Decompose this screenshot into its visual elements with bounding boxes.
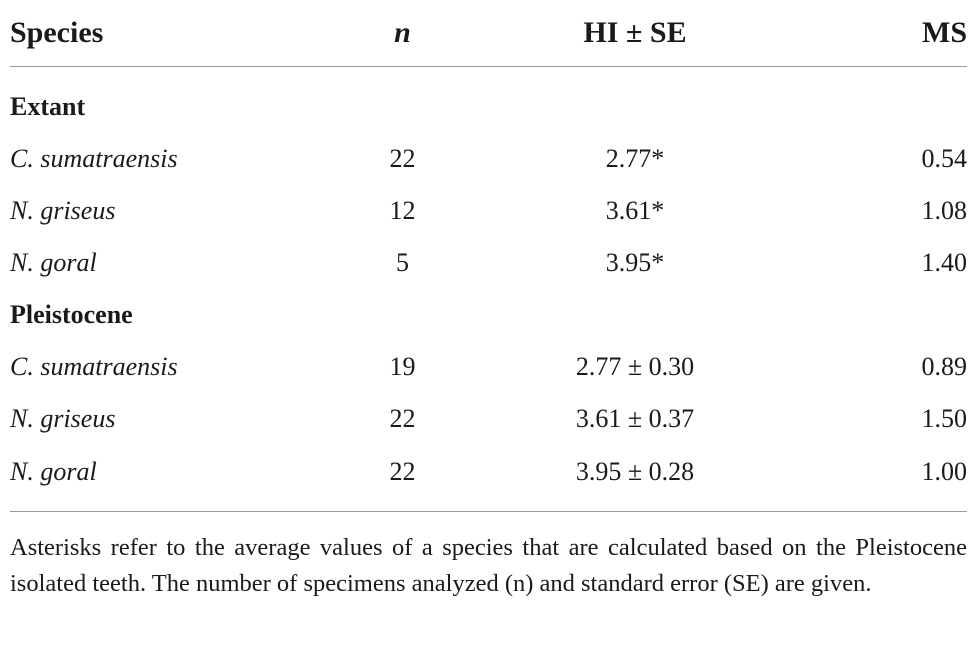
cell-species: C. sumatraensis [10, 352, 178, 381]
cell-species: C. sumatraensis [10, 144, 178, 173]
table-row [10, 133, 967, 185]
table-row [10, 445, 967, 499]
species-hi-table [10, 0, 967, 499]
cell-species: N. griseus [10, 196, 116, 225]
group-row-extant [10, 67, 967, 134]
cell-species: N. griseus [10, 404, 116, 433]
group-row-pleistocene [10, 289, 967, 341]
header-n: n [340, 0, 465, 67]
table-row [10, 393, 967, 445]
cell-hi: 3.61* [605, 196, 665, 225]
group-label: Pleistocene [10, 300, 133, 329]
cell-ms: 0.89 [921, 352, 967, 381]
cell-hi: 3.95 ± 0.28 [575, 457, 695, 486]
data-table-container [10, 0, 967, 602]
table-row [10, 237, 967, 289]
cell-n: 12 [389, 196, 416, 225]
cell-ms: 0.54 [921, 144, 967, 173]
cell-ms: 1.08 [921, 196, 967, 225]
table-header [10, 0, 967, 67]
cell-ms: 1.40 [921, 248, 967, 277]
table-body [10, 67, 967, 500]
cell-hi: 2.77 ± 0.30 [575, 352, 695, 381]
cell-n: 19 [389, 352, 416, 381]
cell-species: N. goral [10, 457, 97, 486]
table-row [10, 185, 967, 237]
header-species: Species [10, 0, 340, 67]
header-ms: MS [805, 0, 967, 67]
cell-ms: 1.50 [921, 404, 967, 433]
cell-hi: 2.77* [605, 144, 665, 173]
cell-ms: 1.00 [921, 457, 967, 486]
cell-hi: 3.95* [605, 248, 665, 277]
cell-n: 5 [396, 248, 409, 277]
table-row [10, 341, 967, 393]
header-hi-se: HI ± SE [465, 0, 805, 67]
table-footnote: Asterisks refer to the average values of a species that are calculated based on the Pleistocene isolated teeth. The number of specimens analyzed (n) and standard error (SE) are given. [10, 511, 967, 602]
header-row [10, 0, 967, 67]
cell-n: 22 [389, 404, 416, 433]
group-label: Extant [10, 92, 86, 121]
cell-hi: 3.61 ± 0.37 [575, 404, 695, 433]
cell-species: N. goral [10, 248, 97, 277]
cell-n: 22 [389, 457, 416, 486]
cell-n: 22 [389, 144, 416, 173]
